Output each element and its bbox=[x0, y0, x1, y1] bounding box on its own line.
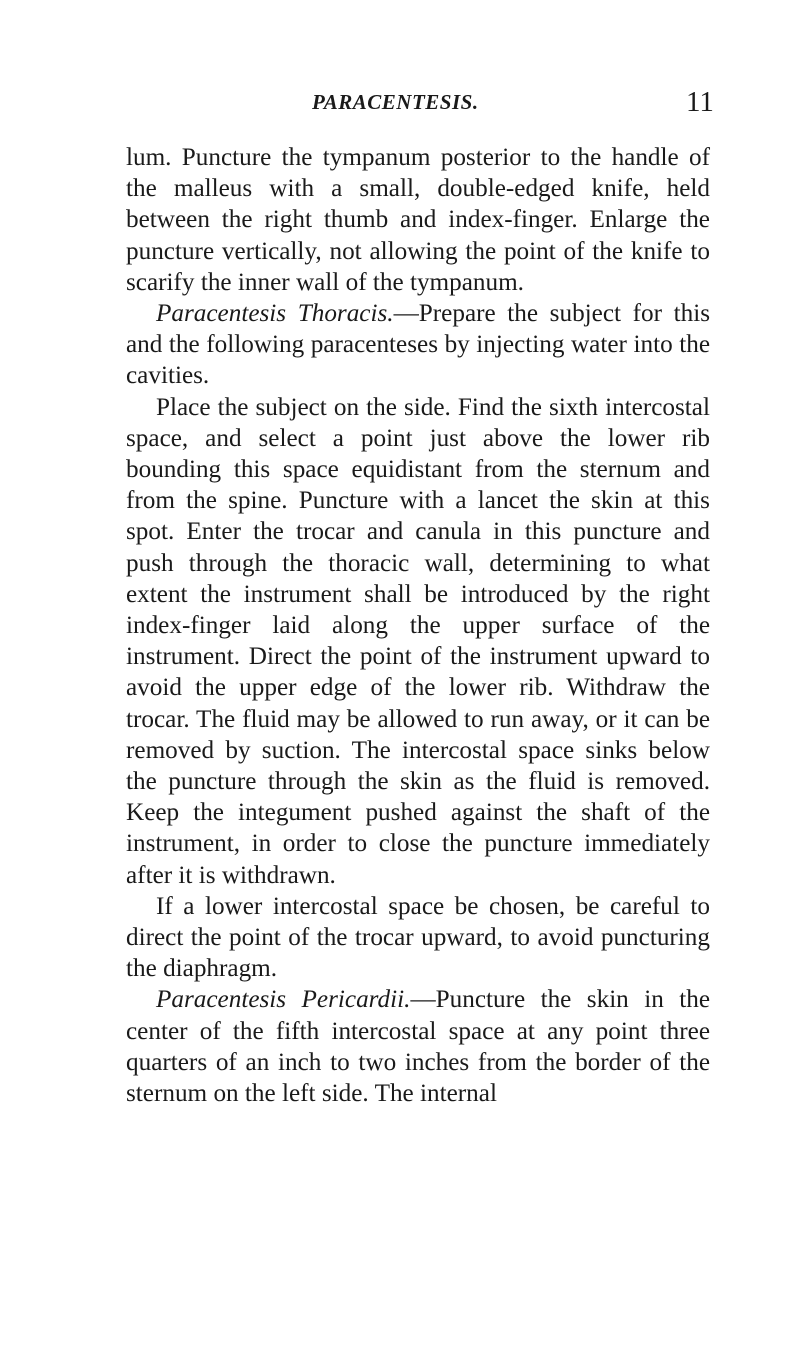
paragraph-text: Place the subject on the side. Find the sixth intercostal space, and select a point just above the lower rib bounding this space equidistant from the sternum and from the spine. Puncture with a lancet the skin at this spot. Enter the trocar and canula in this puncture and push through the thoracic wall, determining to what extent the instrument shall be introduced by the right index-finger laid along the upper surface of the instrument. Direct the point of the instrument upward to avoid the upper edge of the lower rib. Withdraw the trocar. The fluid may be allowed to run away, or it can be removed by suction. The intercostal space sinks below the puncture through the skin as the fluid is removed. Keep the integument pushed against the shaft of the instrument, in order to close the puncture immediately after it is withdrawn. bbox=[126, 393, 710, 889]
paragraph bbox=[126, 142, 710, 298]
paragraph bbox=[126, 891, 710, 985]
paragraph bbox=[126, 392, 710, 891]
section-heading: Paracentesis Thoracis. bbox=[156, 300, 394, 328]
paragraph-text: —Prepare the subject for this and the following paracenteses by injecting water into the cavities. bbox=[126, 300, 710, 390]
body-text bbox=[126, 142, 710, 1109]
page-number: 11 bbox=[686, 86, 714, 118]
paragraph-text: —Puncture the skin in the center of the fifth intercostal space at any point three quarters of an inch to two inches from the border of the sternum on the left side. The internal bbox=[126, 986, 711, 1108]
paragraph bbox=[126, 984, 710, 1109]
running-head bbox=[0, 86, 800, 126]
paragraph-text: lum. Puncture the tympanum posterior to the handle of the malleus with a small, double-edged knife, held between the right thumb and index-finger. Enlarge the puncture vertically, not allowing the point of the knife to scarify the inner wall of the tympanum. bbox=[126, 144, 710, 296]
paragraph-text: If a lower intercostal space be chosen, be careful to direct the point of the trocar upward, to avoid puncturing the diaphragm. bbox=[126, 892, 710, 983]
running-title: PARACENTESIS. bbox=[312, 90, 479, 114]
paragraph bbox=[126, 298, 710, 392]
section-heading: Paracentesis Pericardii. bbox=[156, 986, 411, 1014]
